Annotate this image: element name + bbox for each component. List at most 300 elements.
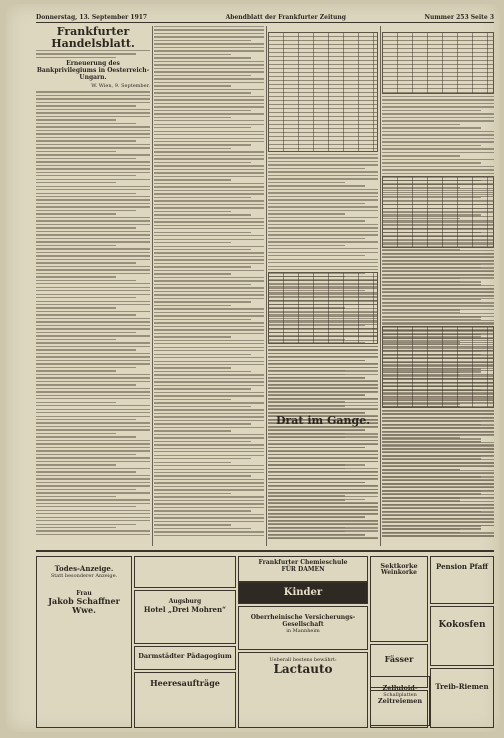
text-line (36, 468, 150, 469)
text-line (382, 515, 494, 516)
text-line (268, 248, 378, 249)
text-line (36, 193, 136, 194)
text-line (154, 134, 264, 135)
header-date: Donnerstag, 13. September 1917 (36, 13, 148, 21)
text-line (382, 508, 494, 509)
text-line (154, 190, 264, 191)
text-line (382, 501, 460, 502)
column-right (382, 26, 494, 546)
text-line (268, 492, 378, 493)
column-middle-2 (268, 26, 378, 546)
text-line (382, 295, 494, 296)
ad-corks (370, 556, 428, 642)
text-line (36, 436, 136, 437)
text-line (154, 350, 264, 351)
text-line (382, 113, 494, 114)
header-paper: Abendblatt der Frankfurter Zeitung (225, 13, 346, 21)
text-line (36, 426, 150, 427)
text-line (36, 513, 150, 514)
text-line (36, 158, 136, 159)
text-line (36, 360, 150, 361)
text-line (382, 106, 494, 107)
text-line (36, 475, 150, 476)
text-line (268, 520, 378, 521)
text-line (268, 199, 378, 200)
text-line (154, 120, 264, 121)
text-line (36, 384, 136, 385)
text-line (36, 241, 150, 242)
ad-hotel-city: Augsburg (168, 598, 202, 605)
text-line (382, 134, 494, 135)
text-line (36, 353, 150, 354)
page-header (36, 12, 494, 23)
text-line (154, 381, 264, 382)
text-line (36, 443, 150, 444)
text-line (36, 137, 150, 138)
text-line (154, 340, 264, 341)
text-line (268, 430, 365, 431)
text-line (154, 218, 264, 219)
ad-chemistry-school (238, 556, 368, 582)
text-line (154, 521, 264, 522)
text-line (154, 36, 264, 37)
text-line (268, 238, 365, 239)
text-line (154, 319, 251, 320)
text-line (268, 447, 365, 448)
text-line (154, 333, 264, 334)
column-middle (154, 26, 264, 546)
text-line (154, 75, 251, 76)
text-line (382, 313, 494, 314)
text-line (36, 363, 150, 364)
text-line (36, 133, 150, 134)
text-line (154, 430, 231, 431)
text-line (154, 500, 264, 501)
text-line (36, 280, 136, 281)
text-line (154, 493, 231, 494)
text-line (36, 144, 150, 145)
text-line (268, 384, 378, 385)
text-line (154, 322, 264, 323)
text-line (36, 499, 150, 500)
text-line (154, 204, 264, 205)
text-line (154, 29, 264, 30)
text-line (36, 151, 116, 152)
market-table (268, 272, 378, 344)
text-line (36, 189, 150, 190)
text-line (36, 231, 150, 232)
text-line (382, 271, 494, 272)
text-line (154, 61, 264, 62)
text-line (36, 485, 150, 486)
text-line (154, 144, 251, 145)
text-line (36, 119, 116, 120)
text-line (268, 531, 345, 532)
text-line (154, 444, 264, 445)
text-line (382, 487, 494, 488)
ad-pension-title: Pension Pfaff (436, 562, 488, 571)
text-line (154, 225, 264, 226)
text-line (268, 161, 378, 162)
text-line (382, 138, 494, 139)
text-line (268, 391, 378, 392)
ad-insurance-title: Oberrheinische Versicherungs-Gesellschaft (250, 614, 356, 628)
text-line (268, 157, 378, 158)
text-line (382, 278, 460, 279)
text-line (36, 283, 150, 284)
text-line (382, 410, 494, 411)
text-line (268, 213, 345, 214)
article-title: Frankfurter Handelsblatt. (51, 26, 135, 50)
text-line (154, 131, 264, 132)
text-line (382, 490, 494, 491)
text-line (36, 346, 150, 347)
text-line (36, 454, 136, 455)
text-line (382, 162, 481, 163)
text-line (268, 499, 345, 500)
text-line (154, 40, 251, 41)
text-line (154, 416, 264, 417)
text-line (268, 192, 378, 193)
middle-body (154, 26, 264, 536)
text-line (154, 214, 251, 215)
right-body-lower (382, 410, 494, 539)
text-line (382, 96, 494, 97)
text-line (268, 451, 378, 452)
text-line (36, 510, 150, 511)
text-line (36, 517, 150, 518)
text-line (36, 482, 150, 483)
text-line (36, 224, 150, 225)
text-line (154, 256, 264, 257)
text-line (268, 524, 378, 525)
text-line (154, 43, 264, 44)
text-line (154, 510, 251, 511)
text-line (154, 242, 231, 243)
text-line (154, 127, 251, 128)
text-line (268, 433, 378, 434)
text-line (36, 290, 150, 291)
ad-lactauto-title: Lactauto (273, 662, 333, 676)
text-line (36, 412, 150, 413)
text-line (154, 148, 231, 149)
text-line (382, 438, 460, 439)
text-line (382, 452, 494, 453)
text-line (382, 476, 481, 477)
text-line (268, 262, 378, 263)
text-line (36, 213, 116, 214)
text-line (154, 395, 264, 396)
text-line (36, 252, 150, 253)
text-line (154, 85, 231, 86)
text-line (382, 434, 494, 435)
text-line (36, 314, 136, 315)
text-line (154, 186, 264, 187)
text-line (154, 535, 264, 536)
text-line (382, 525, 494, 526)
text-line (154, 479, 264, 480)
text-line (36, 161, 150, 162)
text-line (36, 301, 150, 302)
text-line (154, 155, 264, 156)
text-line (36, 217, 150, 218)
article-dateline: W. Wien, 9. September. (91, 83, 150, 90)
text-line (154, 235, 264, 236)
text-line (36, 381, 150, 382)
text-line (36, 464, 116, 465)
text-line (382, 110, 481, 111)
exchange-table (382, 176, 494, 248)
text-line (268, 360, 365, 361)
text-line (154, 528, 251, 529)
text-line (36, 391, 150, 392)
text-line (268, 503, 378, 504)
text-line (36, 210, 136, 211)
text-line (154, 176, 264, 177)
text-line (268, 510, 378, 511)
text-line (268, 437, 345, 438)
text-line (268, 217, 378, 218)
text-line (268, 402, 378, 403)
text-line (154, 399, 231, 400)
text-line (382, 120, 494, 121)
text-line (36, 269, 150, 270)
text-line (382, 462, 494, 463)
exchange-table (382, 32, 494, 94)
text-line (36, 419, 136, 420)
text-line (36, 374, 150, 375)
text-line (382, 504, 494, 505)
ad-hotel-name: Hotel „Drei Mohren“ (143, 604, 227, 614)
text-line (154, 162, 251, 163)
text-line (36, 206, 150, 207)
text-line (154, 232, 251, 233)
text-line (36, 429, 150, 430)
text-line (382, 469, 460, 470)
text-line (382, 511, 481, 512)
text-line (36, 234, 150, 235)
text-line (382, 166, 494, 167)
text-line (382, 169, 494, 170)
text-line (382, 292, 494, 293)
text-line (268, 534, 365, 535)
text-line (36, 297, 136, 298)
text-line (36, 395, 150, 396)
text-line (154, 402, 264, 403)
text-line (382, 522, 494, 523)
text-line (154, 193, 264, 194)
text-line (268, 506, 378, 507)
text-line (36, 91, 150, 92)
text-line (268, 220, 365, 221)
text-line (36, 335, 150, 336)
newspaper-page (6, 4, 500, 732)
text-line (268, 363, 378, 364)
text-line (154, 347, 264, 348)
text-line (382, 417, 494, 418)
text-line (36, 311, 150, 312)
section-heading: Drat im Gange. (275, 414, 371, 427)
text-line (268, 266, 378, 267)
text-line (154, 151, 264, 152)
text-line (154, 228, 264, 229)
text-line (36, 130, 150, 131)
text-line (154, 361, 264, 362)
text-line (268, 398, 378, 399)
text-line (154, 448, 264, 449)
text-line (154, 89, 264, 90)
text-line (154, 329, 264, 330)
text-line (154, 50, 264, 51)
text-line (36, 140, 136, 141)
text-line (36, 287, 150, 288)
text-line (36, 367, 136, 368)
text-line (268, 395, 365, 396)
text-line (382, 413, 494, 414)
text-line (382, 281, 481, 282)
market-table (268, 32, 378, 152)
text-line (268, 168, 365, 169)
text-line (268, 210, 378, 211)
text-line (154, 458, 251, 459)
text-line (268, 496, 378, 497)
text-line (154, 273, 231, 274)
text-line (382, 483, 494, 484)
text-line (36, 266, 150, 267)
text-line (382, 320, 494, 321)
text-line (268, 468, 345, 469)
exchange-table (382, 326, 494, 408)
text-line (36, 199, 150, 200)
text-line (382, 316, 481, 317)
text-line (268, 185, 365, 186)
text-line (154, 239, 264, 240)
text-line (154, 371, 251, 372)
text-line (382, 431, 494, 432)
text-line (154, 514, 264, 515)
text-line (154, 169, 264, 170)
text-line (154, 385, 264, 386)
text-line (154, 259, 264, 260)
text-line (268, 203, 365, 204)
text-line (36, 332, 136, 333)
text-line (154, 312, 264, 313)
text-line (154, 221, 264, 222)
text-line (268, 409, 378, 410)
text-line (36, 461, 150, 462)
text-line (382, 152, 494, 153)
ad-notice (134, 556, 236, 588)
text-line (154, 246, 264, 247)
text-line (382, 448, 494, 449)
text-line (36, 245, 116, 246)
text-line (154, 99, 264, 100)
ad-belts-title: Treib-Riemen (435, 682, 489, 691)
text-line (154, 172, 264, 173)
text-line (154, 207, 264, 208)
text-line (36, 478, 150, 479)
text-line (382, 424, 481, 425)
text-line (36, 405, 150, 406)
article-body (36, 91, 150, 535)
text-line (36, 342, 150, 343)
ad-army-title: Heeresaufträge (150, 678, 220, 688)
text-line (36, 227, 136, 228)
text-line (382, 518, 494, 519)
text-line (36, 506, 136, 507)
text-line (154, 47, 264, 48)
text-line (154, 462, 231, 463)
text-line (154, 343, 264, 344)
ad-corks-title: Sektkorke (380, 562, 418, 570)
text-line (154, 71, 264, 72)
text-line (154, 26, 264, 27)
text-line (154, 482, 264, 483)
text-line (268, 259, 378, 260)
text-line (36, 273, 150, 274)
article-subtitle: Erneuerung des Bankprivilegiums in Oesterreich-Ungarn. (36, 60, 150, 82)
text-line (154, 124, 264, 125)
text-line (36, 165, 150, 166)
text-line (154, 263, 264, 264)
text-line (268, 356, 378, 357)
text-line (154, 287, 264, 288)
text-line (268, 189, 378, 190)
text-line (382, 250, 494, 251)
text-line (154, 531, 264, 532)
text-line (154, 326, 264, 327)
text-line (36, 402, 116, 403)
text-line (268, 224, 378, 225)
ad-pension (430, 556, 494, 604)
text-line (154, 489, 264, 490)
text-line (268, 464, 365, 465)
ad-barrels-title: Fässer (384, 654, 414, 664)
text-line (154, 280, 264, 281)
text-line (154, 284, 251, 285)
text-line (154, 315, 264, 316)
text-line (382, 173, 494, 174)
text-line (382, 159, 494, 160)
text-line (382, 99, 494, 100)
text-line (154, 294, 264, 295)
text-line (154, 301, 251, 302)
text-line (154, 141, 264, 142)
text-line (36, 168, 150, 169)
ad-insurance (238, 606, 368, 650)
middle2-body-lower (268, 346, 378, 541)
text-line (154, 249, 251, 250)
text-line (268, 255, 365, 256)
text-line (382, 427, 494, 428)
text-line (154, 420, 264, 421)
text-line (36, 220, 150, 221)
text-line (154, 357, 264, 358)
text-line (154, 388, 251, 389)
text-line (36, 186, 150, 187)
text-line (154, 423, 251, 424)
text-line (154, 33, 264, 34)
ad-chemistry-sub: FÜR DAMEN (281, 565, 325, 573)
ad-celluloid-sub: Schallplatten (383, 692, 417, 699)
text-line (36, 416, 150, 417)
text-line (382, 323, 494, 324)
text-line (36, 503, 150, 504)
text-line (36, 527, 116, 528)
text-line (154, 378, 264, 379)
text-line (36, 147, 150, 148)
text-line (382, 459, 481, 460)
